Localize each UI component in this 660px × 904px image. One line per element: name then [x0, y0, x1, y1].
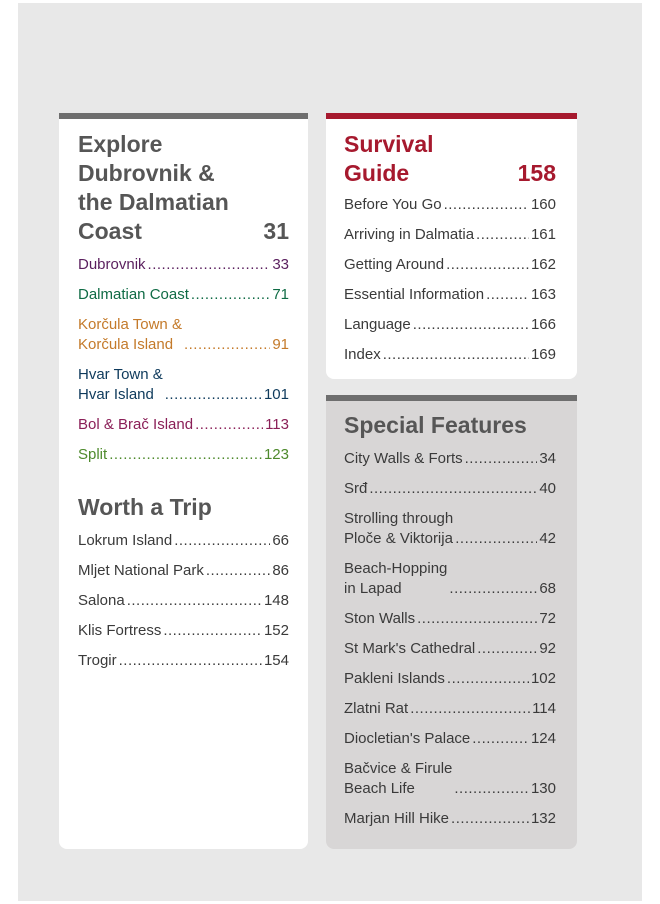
toc-entry-title: Index: [344, 346, 381, 363]
toc-entry[interactable]: [344, 195, 556, 215]
worth-a-trip-heading: Worth a Trip: [78, 494, 212, 520]
dot-leader: [444, 195, 529, 215]
toc-entry[interactable]: [78, 561, 289, 581]
toc-entry[interactable]: [78, 415, 289, 435]
toc-entry-page: 33: [272, 256, 289, 273]
dot-leader: [109, 445, 262, 465]
toc-entry[interactable]: [344, 639, 556, 659]
dot-leader: [486, 285, 529, 305]
dot-leader: [369, 479, 537, 499]
survival-list: [344, 195, 556, 375]
toc-entry[interactable]: [344, 255, 556, 275]
dot-leader: [477, 639, 537, 659]
toc-entry[interactable]: [78, 531, 289, 551]
toc-entry-title: Arriving in Dalmatia: [344, 226, 475, 243]
dot-leader: [410, 699, 530, 719]
toc-entry-title: Ston Walls: [344, 610, 416, 627]
toc-entry-title: Mljet National Park: [78, 562, 204, 579]
toc-entry[interactable]: [78, 591, 289, 611]
toc-entry-page: 169: [530, 346, 556, 363]
toc-entry-page: 101: [263, 386, 289, 403]
toc-entry-page: 91: [272, 336, 289, 353]
toc-entry[interactable]: [344, 669, 556, 689]
toc-entry-title: Split: [78, 446, 108, 463]
toc-entry-page: 152: [263, 622, 289, 639]
toc-entry-title: Bačvice & Firule Beach Life: [344, 760, 453, 797]
toc-entry-page: 92: [539, 640, 556, 657]
explore-card: [59, 113, 308, 849]
toc-entry[interactable]: [344, 449, 556, 469]
survival-card: [326, 113, 577, 379]
dot-leader: [174, 531, 270, 551]
special-features-card: [326, 395, 577, 849]
dot-leader: [447, 669, 529, 689]
toc-entry-title: City Walls & Forts: [344, 450, 463, 467]
special-features-card-bar: [326, 395, 577, 401]
special-features-list: [344, 449, 556, 839]
toc-entry[interactable]: [344, 759, 556, 799]
explore-heading-block: [78, 130, 289, 246]
toc-entry[interactable]: [344, 479, 556, 499]
toc-entry[interactable]: [78, 651, 289, 671]
toc-entry-page: 72: [539, 610, 556, 627]
toc-entry-page: 114: [532, 700, 556, 717]
toc-entry-page: 148: [263, 592, 289, 609]
toc-entry-page: 166: [530, 316, 556, 333]
toc-entry-title: Hvar Town & Hvar Island: [78, 366, 163, 403]
toc-entry[interactable]: [344, 729, 556, 749]
toc-entry[interactable]: [344, 315, 556, 335]
toc-entry[interactable]: [78, 315, 289, 355]
survival-card-bar: [326, 113, 577, 119]
toc-entry-page: 132: [530, 810, 556, 827]
toc-entry-page: 42: [539, 530, 556, 547]
dot-leader: [454, 779, 529, 799]
toc-entry-page: 124: [530, 730, 556, 747]
toc-entry[interactable]: [78, 445, 289, 465]
toc-entry-page: 71: [272, 286, 289, 303]
toc-entry-title: Korčula Town & Korčula Island: [78, 316, 182, 353]
dot-leader: [383, 345, 529, 365]
worth-a-trip-list: [78, 531, 289, 681]
toc-entry-page: 160: [530, 196, 556, 213]
dot-leader: [413, 315, 529, 335]
toc-entry-title: Diocletian's Palace: [344, 730, 471, 747]
toc-entry-page: 68: [539, 580, 556, 597]
toc-entry[interactable]: [78, 621, 289, 641]
dot-leader: [455, 529, 537, 549]
toc-entry-title: Lokrum Island: [78, 532, 173, 549]
toc-entry-page: 40: [539, 480, 556, 497]
toc-entry-title: Language: [344, 316, 411, 333]
toc-entry-title: Marjan Hill Hike: [344, 810, 450, 827]
dot-leader: [195, 415, 263, 435]
special-features-heading: Special Features: [344, 412, 527, 438]
explore-page-number: 31: [263, 218, 289, 244]
toc-entry[interactable]: [344, 509, 556, 549]
survival-heading: Survival Guide: [344, 131, 434, 186]
toc-entry-title: Zlatni Rat: [344, 700, 409, 717]
dot-leader: [127, 591, 262, 611]
toc-entry-title: Bol & Brač Island: [78, 416, 194, 433]
toc-entry-title: Salona: [78, 592, 125, 609]
dot-leader: [446, 255, 529, 275]
toc-entry-title: Dubrovnik: [78, 256, 146, 273]
dot-leader: [191, 285, 270, 305]
survival-page-number: 158: [517, 160, 556, 186]
toc-entry-title: Essential Information: [344, 286, 485, 303]
dot-leader: [465, 449, 538, 469]
toc-entry[interactable]: [344, 285, 556, 305]
toc-entry-page: 113: [265, 416, 289, 433]
explore-list: [78, 255, 289, 475]
toc-entry[interactable]: [344, 345, 556, 365]
toc-entry-title: Pakleni Islands: [344, 670, 445, 687]
survival-heading-block: [344, 130, 556, 188]
toc-entry[interactable]: [78, 255, 289, 275]
toc-entry-page: 130: [530, 780, 556, 797]
dot-leader: [119, 651, 262, 671]
toc-entry[interactable]: [344, 699, 556, 719]
dot-leader: [206, 561, 270, 581]
toc-entry-page: 102: [530, 670, 556, 687]
toc-entry-page: 163: [530, 286, 556, 303]
dot-leader: [165, 385, 262, 405]
toc-entry[interactable]: [344, 559, 556, 599]
toc-entry-page: 154: [263, 652, 289, 669]
dot-leader: [148, 255, 271, 275]
dot-leader: [451, 809, 529, 829]
toc-entry[interactable]: [344, 809, 556, 829]
dot-leader: [163, 621, 262, 641]
explore-heading: Explore Dubrovnik & the Dalmatian Coast: [78, 131, 229, 244]
toc-entry-page: 162: [530, 256, 556, 273]
toc-entry-page: 66: [272, 532, 289, 549]
toc-entry-page: 123: [263, 446, 289, 463]
toc-entry-title: Getting Around: [344, 256, 445, 273]
dot-leader: [184, 335, 270, 355]
toc-entry-title: Klis Fortress: [78, 622, 162, 639]
toc-entry-title: St Mark's Cathedral: [344, 640, 476, 657]
toc-entry-title: Beach-Hopping in Lapad: [344, 560, 448, 597]
toc-entry[interactable]: [344, 225, 556, 245]
toc-entry[interactable]: [78, 365, 289, 405]
toc-entry-page: 34: [539, 450, 556, 467]
toc-entry[interactable]: [344, 609, 556, 629]
toc-entry-title: Before You Go: [344, 196, 442, 213]
toc-entry-title: Srđ: [344, 480, 368, 497]
toc-entry-page: 161: [530, 226, 556, 243]
toc-entry[interactable]: [78, 285, 289, 305]
toc-entry-title: Strolling through Ploče & Viktorija: [344, 510, 454, 547]
dot-leader: [476, 225, 529, 245]
dot-leader: [449, 579, 537, 599]
toc-entry-title: Dalmatian Coast: [78, 286, 189, 303]
dot-leader: [472, 729, 529, 749]
toc-entry-page: 86: [272, 562, 289, 579]
explore-card-bar: [59, 113, 308, 119]
dot-leader: [417, 609, 537, 629]
toc-entry-title: Trogir: [78, 652, 117, 669]
